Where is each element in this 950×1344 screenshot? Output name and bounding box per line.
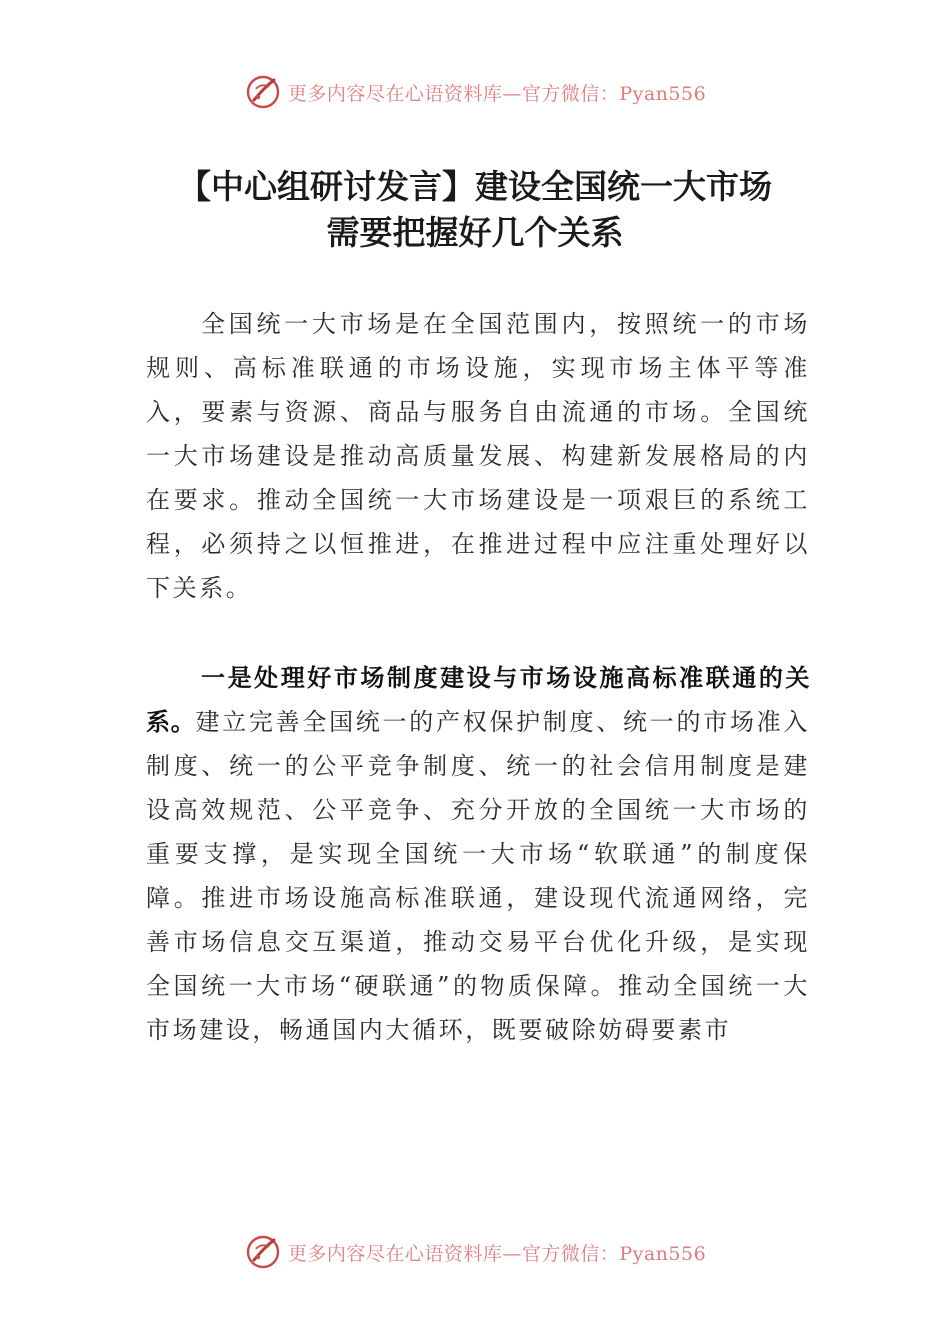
paragraph-lead: 一是处理好市场制度建设与市场设施高标准联通的关系。 <box>146 664 810 736</box>
paragraph-intro: 全国统一大市场是在全国范围内，按照统一的市场规则、高标准联通的市场设施，实现市场主体平等准入，要素与资源、商品与服务自由流通的市场。全国统一大市场建设是推动高质量发展、构建新发展格局的内在要求。推动全国统一大市场建设是一项艰巨的系统工程，必须持之以恒推进，在推进过程中应注重处理好以下关系。 <box>146 310 810 602</box>
document-title <box>0 164 950 256</box>
watermark-header <box>0 72 950 112</box>
title-line-2: 需要把握好几个关系 <box>326 213 624 252</box>
watermark-text: 更多内容尽在心语资料库—官方微信：Pyan556 <box>287 1242 707 1265</box>
title-line-1: 【中心组研讨发言】建设全国统一大市场 <box>178 167 772 206</box>
logo-icon <box>244 1233 282 1271</box>
watermark-footer <box>0 1232 950 1272</box>
paragraph-relation-one <box>146 656 810 1052</box>
watermark-text: 更多内容尽在心语资料库—官方微信：Pyan556 <box>287 82 707 105</box>
logo-icon <box>244 73 282 111</box>
paragraph-body: 建立完善全国统一的产权保护制度、统一的市场准入制度、统一的公平竞争制度、统一的社会信用制度是建设高效规范、公平竞争、充分开放的全国统一大市场的重要支撑，是实现全国统一大市场“软联通”的制度保障。推进市场设施高标准联通，建设现代流通网络，完善市场信息交互渠道，推动交易平台优化升级，是实现全国统一大市场“硬联通”的物质保障。推动全国统一大市场建设，畅通国内大循环，既要破除妨碍要素市 <box>146 708 810 1044</box>
